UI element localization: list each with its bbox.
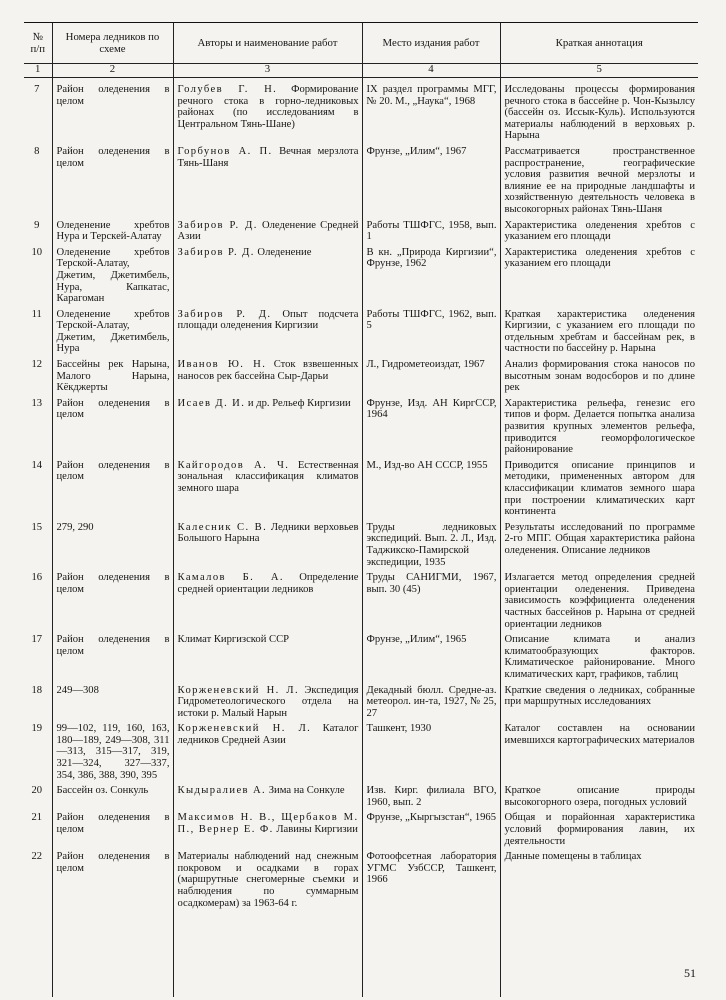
author-names: Кыдыралиев А.: [177, 785, 267, 797]
author-names: Горбунов А. П.: [177, 145, 273, 157]
publication-place: Изв. Кирг. филиала ВГО, 1960, вып. 2: [362, 785, 500, 812]
table-row: [24, 247, 698, 309]
table-row: [24, 634, 698, 684]
author-names: Исаев Д. И.: [177, 397, 246, 409]
work-citation: [173, 851, 362, 913]
header-annotation: Краткая аннотация: [500, 23, 698, 64]
author-names: Корженевский Н. Л.: [177, 684, 300, 696]
publication-place: Ташкент, 1930: [362, 723, 500, 785]
empty-cell: [52, 913, 173, 997]
row-number: 15: [31, 521, 43, 533]
work-citation: [173, 685, 362, 724]
table-row: [24, 785, 698, 812]
header-glacier-numbers: Номера ледников по схеме: [52, 23, 173, 64]
publication-place: Работы ТШФГС, 1958, вып. 1: [362, 220, 500, 247]
author-names: Забиров Р. Д.: [177, 308, 272, 320]
work-title: Оледенение Средней Азии: [177, 219, 359, 243]
publication-place: В кн. „Природа Киргизии“, Фрунзе, 1962: [362, 247, 500, 309]
work-title: Формирование речного стока в горно-ледниковых районах (по исследованиям в Центральном Тянь-Шане): [177, 84, 359, 130]
row-number: 12: [31, 359, 43, 371]
annotation: Исследованы процессы формирования речного стока в бассейне р. Чон-Кызылсу (бассейн оз. Иссык-Куль). Используются материалы наблюдений в верховьях р. Нарына: [500, 78, 698, 146]
glacier-numbers: Оледенение хребтов Терской-Алатау, Джетим, Джетимбель, Нура: [52, 309, 173, 359]
work-title: Опыт подсчета площади оледенения Киргизии: [177, 308, 359, 332]
publication-place: Фотоофсетная лаборатория УГМС УзбССР, Ташкент, 1966: [362, 851, 500, 913]
publication-place: Фрунзе, „Илим“, 1965: [362, 634, 500, 684]
glacier-numbers: 279, 290: [52, 522, 173, 572]
annotation: Излагается метод определения средней ориентации оледенения. Приведена зависимость коэффициента оледенения частных бассейнов р. Нарына от средней ориентации ледников: [500, 572, 698, 634]
row-number: 9: [34, 219, 40, 231]
author-names: Иванов Ю. Н.: [177, 359, 267, 371]
glacier-numbers: Район оледенения в целом: [52, 146, 173, 220]
work-title: Климат Киргизской ССР: [177, 634, 290, 646]
row-number: 19: [31, 723, 43, 735]
glacier-numbers: 249—308: [52, 685, 173, 724]
row-number: 7: [34, 84, 40, 95]
publication-place: Фрунзе, Изд. АН КиргССР, 1964: [362, 398, 500, 460]
row-number: 21: [31, 812, 43, 824]
publication-place: Фрунзе, „Кыргызстан“, 1965: [362, 812, 500, 851]
header-number: № п/п: [24, 23, 52, 64]
table-body: [24, 78, 698, 998]
work-title: Сток взвешенных наносов рек бассейна Сыр-Дарьи: [177, 359, 359, 382]
glacier-numbers: Район оледенения в целом: [52, 634, 173, 684]
publication-place: Труды САНИГМИ, 1967, вып. 30 (45): [362, 572, 500, 634]
row-number: 13: [31, 397, 43, 409]
author-names: Кайгородов А. Ч.: [177, 459, 290, 471]
work-citation: [173, 78, 362, 146]
empty-cell: [173, 913, 362, 997]
work-title: Естественная зональная классификация климатов земного шара: [177, 459, 359, 494]
table-row: [24, 309, 698, 359]
work-citation: [173, 220, 362, 247]
publication-place: IX раздел программы МГГ, № 20. М., „Наука“, 1968: [362, 78, 500, 146]
row-number: 17: [31, 634, 43, 646]
work-citation: [173, 398, 362, 460]
row-number: 20: [31, 785, 43, 797]
work-title: Зима на Сонкуле: [266, 785, 345, 797]
author-names: Забиров Р. Д.: [177, 219, 258, 231]
glacier-numbers: Район оледенения в целом: [52, 460, 173, 522]
column-number: 3: [173, 64, 362, 78]
author-names: Забиров Р. Д.: [177, 246, 255, 258]
annotation: Описание климата и анализ климатообразующих факторов. Климатическое районирование. Много климатических карт, графиков, таблиц: [500, 634, 698, 684]
author-names: Корженевский Н. Л.: [177, 723, 312, 735]
empty-cell: [500, 913, 698, 997]
header-authors: Авторы и наименование работ: [173, 23, 362, 64]
glacier-numbers: Оледенение хребтов Нура и Терскей-Алатау: [52, 220, 173, 247]
table-filler: [24, 913, 698, 997]
row-number: 8: [34, 145, 40, 157]
table-header: [24, 23, 698, 78]
work-citation: [173, 785, 362, 812]
table-row: [24, 522, 698, 572]
work-title: Определение средней ориентации ледников: [177, 572, 359, 595]
table-row: [24, 220, 698, 247]
empty-cell: [24, 913, 52, 997]
annotation: Анализ формирования стока наносов по высотным зонам водосборов и по длине рек: [500, 359, 698, 398]
page-number: 51: [684, 966, 696, 980]
glacier-numbers: Район оледенения в целом: [52, 398, 173, 460]
annotation: Характеристика оледенения хребтов с указанием его площади: [500, 220, 698, 247]
work-citation: [173, 309, 362, 359]
annotation: Краткая характеристика оледенения Киргизии, с указанием его площади по отдельным хребтам и бассейнам рек, в частности по бассейну р. Нарына: [500, 309, 698, 359]
work-title: Ледники верховьев Большого Нарына: [177, 521, 359, 545]
glacier-numbers: Бассейны рек Нарына, Малого Нарына, Кёкджерты: [52, 359, 173, 398]
row-number: 18: [31, 684, 43, 696]
glacier-numbers: 99—102, 119, 160, 163, 180—189, 249—308, 311—313, 315—317, 319, 321—324, 327—337, 354, 386, 388, 390, 395: [52, 723, 173, 785]
table-row: [24, 460, 698, 522]
table-row: [24, 572, 698, 634]
work-title: Оледенение: [254, 246, 312, 258]
work-citation: [173, 634, 362, 684]
table-row: [24, 359, 698, 398]
annotation: Каталог составлен на основании имевшихся картографических материалов: [500, 723, 698, 785]
work-citation: [173, 723, 362, 785]
annotation: Приводится описание принципов и методики, примененных автором для классификации климатов земного шара при построении климатических карт континента: [500, 460, 698, 522]
annotation: Характеристика рельефа, генезис его типов и форм. Делается попытка анализа развития крупных элементов рельефа, приводится геоморфологическое районирование: [500, 398, 698, 460]
row-number: 16: [31, 572, 43, 584]
header-place: Место издания работ: [362, 23, 500, 64]
work-citation: [173, 359, 362, 398]
work-title: Каталог ледников Средней Азии: [177, 723, 359, 746]
glacier-numbers: Район оледенения в целом: [52, 78, 173, 146]
column-number: 5: [500, 64, 698, 78]
publication-place: Работы ТШФГС, 1962, вып. 5: [362, 309, 500, 359]
row-number: 11: [31, 308, 42, 320]
annotation: Рассматривается пространственное распространение, географические условия развития вечной мерзлоты и влияние ее на природные ландшафты и хозяйственную деятельность человека в высокогорных районах Тянь-Шаня: [500, 146, 698, 220]
row-number: 14: [31, 459, 43, 471]
row-number: 10: [31, 246, 43, 258]
publication-place: Л., Гидрометеоиздат, 1967: [362, 359, 500, 398]
work-citation: [173, 812, 362, 851]
publication-place: Декадный бюлл. Средне-аз. метеорол. ин-та, 1927, № 25, 27: [362, 685, 500, 724]
annotation: Результаты исследований по программе 2-го МПГ. Общая характеристика района оледенения. Описание ледников: [500, 522, 698, 572]
glacier-numbers: Оледенение хребтов Терской-Алатау, Джетим, Джетимбель, Нура, Капкатас, Карагоман: [52, 247, 173, 309]
publication-place: М., Изд-во АН СССР, 1955: [362, 460, 500, 522]
author-names: Камалов Б. А.: [177, 572, 284, 584]
table-row: [24, 78, 698, 146]
table-row: [24, 851, 698, 913]
bibliography-table: [24, 22, 698, 997]
table-row: [24, 723, 698, 785]
annotation: Краткие сведения о ледниках, собранные при маршрутных исследованиях: [500, 685, 698, 724]
work-title: Экспедиция Гидрометеологического отдела на истоки р. Малый Нарын: [177, 684, 359, 719]
column-number: 1: [24, 64, 52, 78]
table-row: [24, 146, 698, 220]
work-citation: [173, 146, 362, 220]
glacier-numbers: Район оледенения в целом: [52, 851, 173, 913]
annotation: Характеристика оледенения хребтов с указанием его площади: [500, 247, 698, 309]
table-row: [24, 812, 698, 851]
publication-place: Фрунзе, „Илим“, 1967: [362, 146, 500, 220]
table-row: [24, 398, 698, 460]
column-number: 4: [362, 64, 500, 78]
column-number: 2: [52, 64, 173, 78]
row-number: 22: [31, 851, 43, 863]
column-number-row: [24, 64, 698, 78]
work-title: и др. Рельеф Киргизии: [245, 397, 351, 409]
publication-place: Труды ледниковых экспедиций. Вып. 2. Л., Изд. Таджикско-Памирской экспедиции, 1935: [362, 522, 500, 572]
author-names: Голубев Г. Н.: [177, 84, 278, 95]
table-row: [24, 685, 698, 724]
author-names: Максимов Н. В., Щербаков М. П., Вернер Е. Ф.: [177, 812, 359, 836]
work-title: Вечная мерзлота Тянь-Шаня: [177, 145, 359, 169]
glacier-numbers: Бассейн оз. Сонкуль: [52, 785, 173, 812]
work-citation: [173, 247, 362, 309]
work-title: Лавины Киргизии: [273, 824, 358, 836]
glacier-numbers: Район оледенения в целом: [52, 572, 173, 634]
annotation: Данные помещены в таблицах: [500, 851, 698, 913]
annotation: Краткое описание природы высокогорного озера, погодных условий: [500, 785, 698, 812]
work-title: Материалы наблюдений над снежным покровом и осадками в горах (маршрутные снегомерные съемки и наблюдения по суммарным осадкомерам) за 1963-64 г.: [177, 851, 359, 909]
empty-cell: [362, 913, 500, 997]
work-citation: [173, 572, 362, 634]
work-citation: [173, 522, 362, 572]
annotation: Общая и порайонная характеристика условий формирования лавин, их деятельности: [500, 812, 698, 851]
glacier-numbers: Район оледенения в целом: [52, 812, 173, 851]
author-names: Калесник С. В.: [177, 521, 268, 533]
work-citation: [173, 460, 362, 522]
